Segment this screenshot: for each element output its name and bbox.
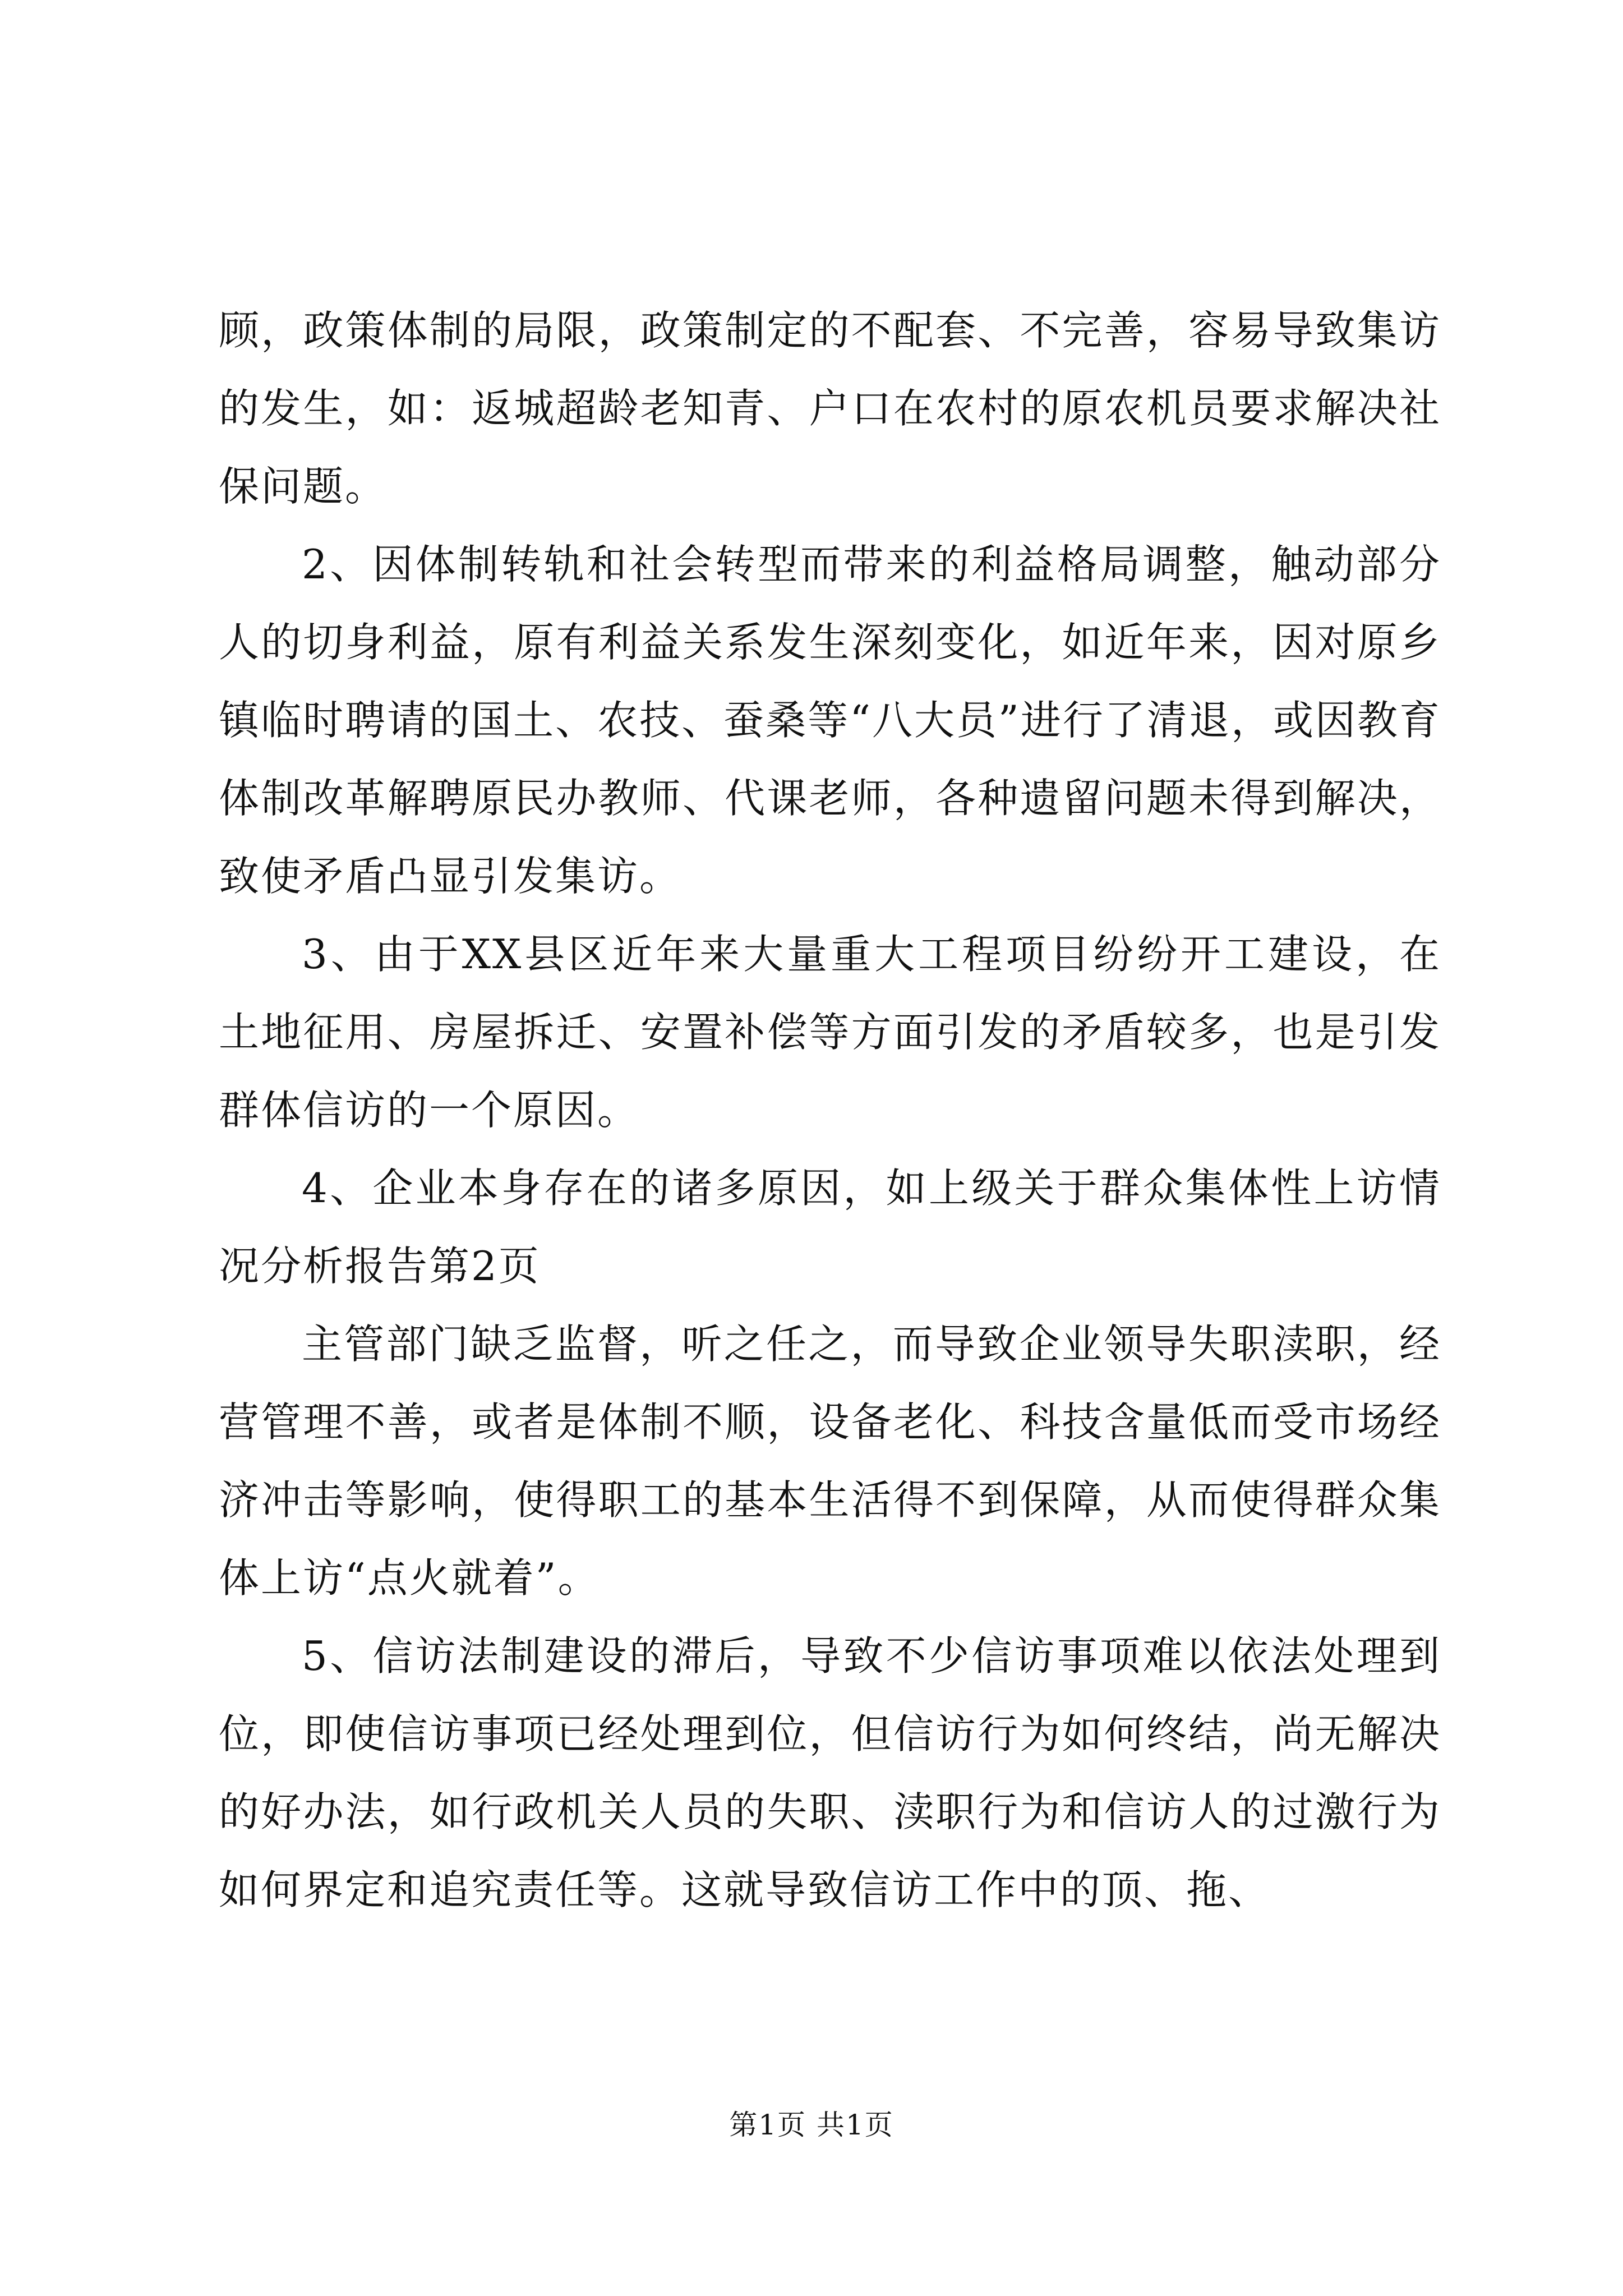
paragraph-5: 主管部门缺乏监督，听之任之，而导致企业领导失职渎职，经营管理不善，或者是体制不顺，设备老化、科技含量低而受市场经济冲击等影响，使得职工的基本生活得不到保障，从而使得群众集体上访“点火就着”。: [219, 1320, 1441, 1602]
paragraph-1: 顾，政策体制的局限，政策制定的不配套、不完善，容易导致集访的发生，如：返城超龄老知青、户口在农村的原农机员要求解决社保问题。: [219, 307, 1441, 510]
page-footer: 第1页 共1页: [729, 2109, 894, 2141]
document-body: [219, 292, 1441, 1929]
paragraph-4: 4、企业本身存在的诸多原因，如上级关于群众集体性上访情况分析报告第2页: [219, 1165, 1441, 1290]
paragraph-3: 3、由于XX县区近年来大量重大工程项目纷纷开工建设，在土地征用、房屋拆迁、安置补偿等方面引发的矛盾较多，也是引发群体信访的一个原因。: [219, 931, 1441, 1134]
paragraph-2: 2、因体制转轨和社会转型而带来的利益格局调整，触动部分人的切身利益，原有利益关系发生深刻变化，如近年来，因对原乡镇临时聘请的国土、农技、蚕桑等“八大员”进行了清退，或因教育体制改革解聘原民办教师、代课老师，各种遗留问题未得到解决，致使矛盾凸显引发集访。: [219, 541, 1441, 900]
paragraph-6: 5、信访法制建设的滞后，导致不少信访事项难以依法处理到位，即使信访事项已经处理到位，但信访行为如何终结，尚无解决的好办法，如行政机关人员的失职、渎职行为和信访人的过激行为如何界定和追究责任等。这就导致信访工作中的顶、拖、: [219, 1632, 1441, 1913]
